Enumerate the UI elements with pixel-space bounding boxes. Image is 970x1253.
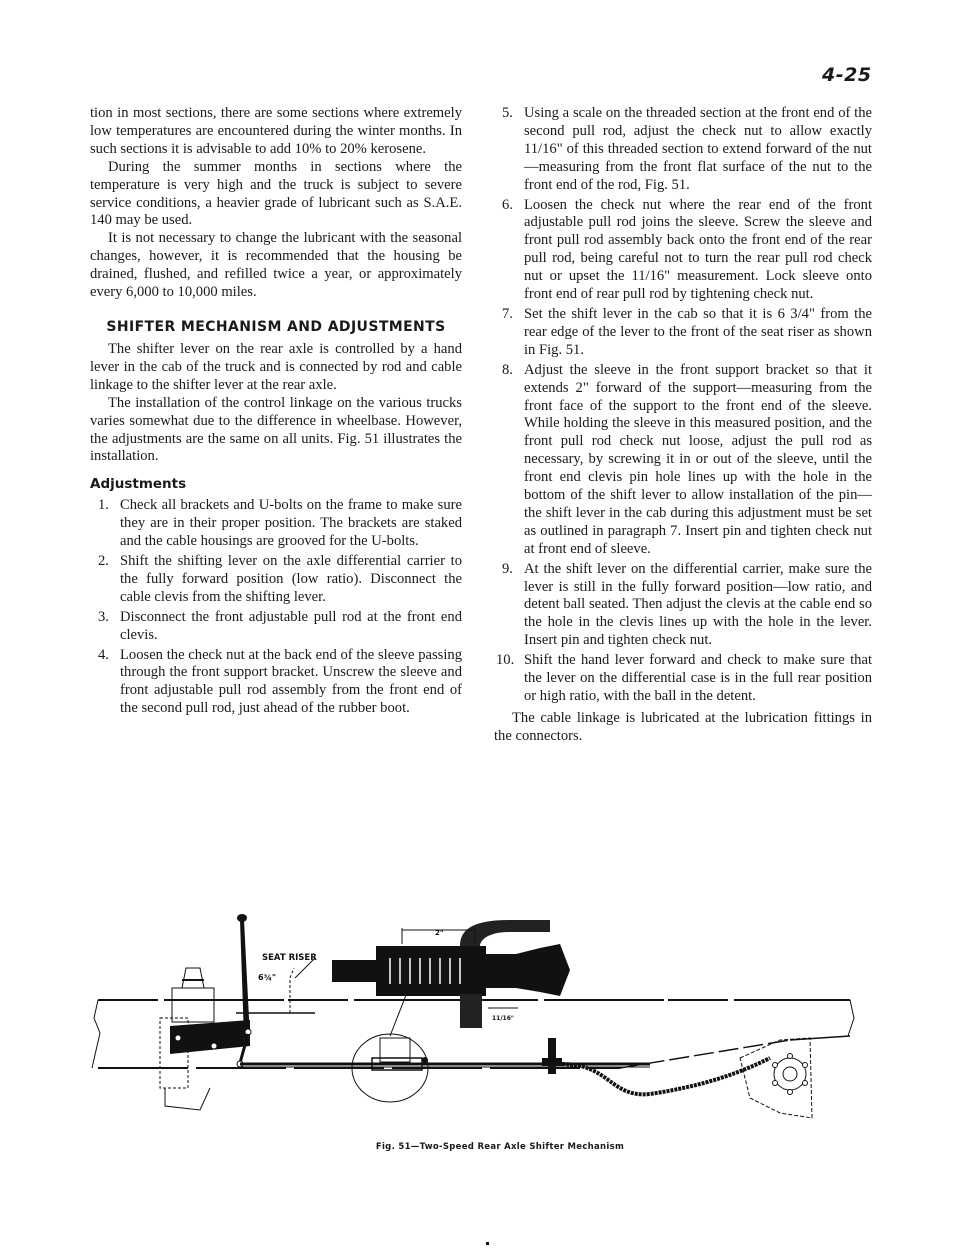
step-number: 5. [502,105,513,121]
sub-heading: Adjustments [90,476,187,493]
step-text: Loosen the check nut at the back end of the sleeve passing through the front support bracket. Unscrew the sleeve and front adjustable pull rod assembly from the front end of the second pull rod, just ahead of the rubber boot. [120,646,462,717]
page-mark [486,1242,489,1245]
step-number: 2. [98,553,109,570]
right-column [494,105,872,746]
sleeve-distance-label: 2" [435,929,444,937]
adjustment-steps-list-continued [494,105,872,706]
step-number: 7. [502,305,513,322]
step-text: At the shift lever on the differential carrier, make sure the lever is still in the fully forward position—low ratio, and detent ball seated. Then adjust the clevis at the cable end so the hole in the clevis lines up with the hole in the lever. Insert pin and tighten check nut. [524,560,872,649]
list-item [90,647,462,719]
list-item [90,497,462,551]
closing-paragraph: The cable linkage is lubricated at the lubrication fittings in the connectors. [494,709,872,744]
list-item [494,306,872,360]
step-text: Check all brackets and U-bolts on the frame to make sure they are in their proper position. The brackets are staked and the cable housings are grooved for the U-bolts. [120,497,462,550]
step-number: 3. [98,608,109,625]
step-text: Loosen the check nut where the rear end of the front adjustable pull rod joins the sleeve. Screw the sleeve and front pull rod assembly back onto the front end of the rear pull rod, being careful not to turn the rear pull rod check nut or upset the 11/16" measurement. Lock sleeve onto front end of rear pull rod by tightening check nut. [524,196,872,303]
list-item [90,553,462,607]
step-text: Set the shift lever in the cab so that it is 6 3/4" from the rear edge of the lever to the front of the seat riser as shown in Fig. 51. [524,305,872,358]
seat-riser-label: SEAT RISER [262,953,317,963]
paragraph: The installation of the control linkage on the various trucks varies somewhat due to the difference in wheelbase. However, the adjustments are the same on all units. Fig. 51 illustrates the installation. [90,394,462,465]
list-item [90,609,462,645]
page-number: 4-25 [822,64,872,86]
section-heading: SHIFTER MECHANISM AND ADJUSTMENTS [106,318,446,335]
step-text: Adjust the sleeve in the front support bracket so that it extends 2" forward of the support—measuring from the front face of the support to the front end of the sleeve. While holding the sleeve in this measured position, and the front pull rod check nut loose, adjust the pull rod as necessary, by screwing it in or out of the sleeve, until the front end clevis pin hole lines up with the hole in the bottom of the shift lever to allow installation of the pin—the shift lever in the cab during this adjustment must be set as outlined in paragraph 7. Insert pin and tighten check nut at front end of sleeve. [524,361,872,557]
paragraph: It is not necessary to change the lubricant with the seasonal changes, however, it is recommended that the housing be drained, flushed, and refilled twice a year, or approximately every 6,000 to 10,000 miles. [90,230,462,301]
list-item [494,652,872,706]
shifter-mechanism-diagram [90,908,880,1138]
step-text: Disconnect the front adjustable pull rod at the front end clevis. [120,608,462,643]
paragraph: The shifter lever on the rear axle is controlled by a hand lever in the cab of the truck and is connected by rod and cable linkage to the shifter lever at the rear axle. [90,340,462,393]
figure-caption: Fig. 51—Two-Speed Rear Axle Shifter Mechanism [375,1142,625,1152]
paragraph: tion in most sections, there are some sections where extremely low temperatures are encountered during the winter months. In such sections it is advisable to add 10% to 20% kerosene. [90,105,462,157]
paragraph: During the summer months in sections where the temperature is very high and the truck is subject to severe service conditions, a heavier grade of lubricant such as S.A.E. 140 may be used. [90,158,462,229]
step-number: 6. [502,196,513,213]
list-item [494,561,872,651]
step-text: Using a scale on the threaded section at the front end of the second pull rod, adjust the check nut to allow exactly 11/16" of this threaded section to extend forward of the nut —measuring from the front flat surface of the nut to the front end of the rod, Fig. 51. [524,105,872,193]
list-item [494,105,872,195]
step-text: Shift the hand lever forward and check to make sure that the lever on the differential case is in the full rear position or high ratio, with the ball in the detent. [524,652,872,704]
left-column [90,105,462,720]
shifter-mechanism-figure [90,908,880,1138]
thread-distance-label: 11/16" [492,1015,515,1022]
step-number: 4. [98,646,109,663]
step-number: 10. [496,652,515,669]
adjustment-steps-list [90,497,462,718]
step-number: 9. [502,560,513,577]
lever-distance-label: 6¾" [258,973,277,982]
list-item [494,197,872,304]
step-number: 8. [502,361,513,378]
list-item [494,362,872,559]
step-number: 1. [98,497,109,514]
step-text: Shift the shifting lever on the axle differential carrier to the fully forward position (low ratio). Disconnect the cable clevis from the shifting lever. [120,553,462,605]
